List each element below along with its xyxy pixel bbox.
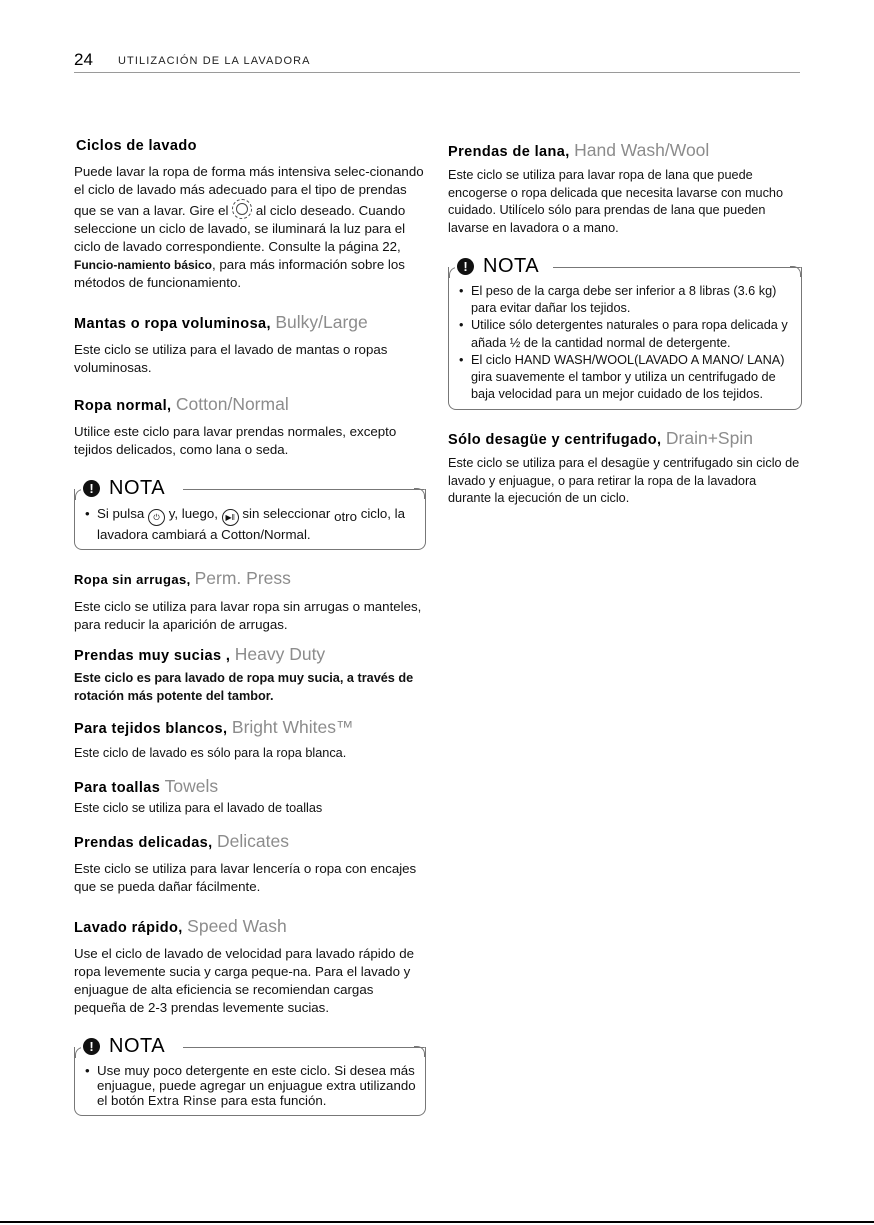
cycle-name: Perm. Press xyxy=(194,568,291,588)
cycle-name: Bright Whites™ xyxy=(231,717,354,737)
note-title: NOTA xyxy=(483,255,540,277)
heavy-heading: Prendas muy sucias , Heavy Duty xyxy=(74,644,326,664)
page-header xyxy=(74,52,800,73)
note-item: • El peso de la carga debe ser inferior a 8 libras (3.6 kg) para evitar dañar los tejidos. xyxy=(457,283,795,317)
towels-heading: Para toallas Towels xyxy=(74,776,219,796)
note-item: • Use muy poco detergente en este ciclo. Si desea más enjuague, puede agregar un enjuague extra utilizando el botón Extra Rinse para esta función. xyxy=(83,1063,419,1109)
towels-body: Este ciclo se utiliza para el lavado de toallas xyxy=(74,801,323,815)
delicates-heading: Prendas delicadas, Delicates xyxy=(74,831,289,851)
funcionamiento-ref: Funcio-namiento básico xyxy=(74,258,213,272)
cycle-name: Drain+Spin xyxy=(665,428,753,449)
cycle-dial-icon xyxy=(232,199,252,219)
note-box xyxy=(448,255,802,410)
note-box xyxy=(74,477,426,550)
exclamation-icon: ! xyxy=(83,480,100,497)
drain-body: Este ciclo se utiliza para el desagüe y centrifugado sin ciclo de lavado y enjuague, o para retirar la ropa de la lavadora durante la ejecución de un ciclo. xyxy=(448,456,800,506)
cycle-name: Towels xyxy=(164,776,219,796)
perm-body: Este ciclo se utiliza para lavar ropa sin arrugas o manteles, para reducir la aparición de arrugas. xyxy=(74,599,422,632)
exclamation-icon: ! xyxy=(457,258,474,275)
normal-body: Utilice este ciclo para lavar prendas normales, excepto tejidos delicados, como lana o seda. xyxy=(74,424,397,457)
bright-heading: Para tejidos blancos, Bright Whites™ xyxy=(74,717,354,737)
ciclos-heading: Ciclos de lavado xyxy=(76,138,197,154)
extra-rinse-label: Extra Rinse xyxy=(148,1094,218,1108)
cycle-name: Delicates xyxy=(217,831,289,851)
normal-heading: Ropa normal, Cotton/Normal xyxy=(74,394,289,414)
note-title: NOTA xyxy=(109,1035,166,1057)
page-number: 24 xyxy=(74,50,93,69)
note-item: • Utilice sólo detergentes naturales o para ropa delicada y añada ½ de la cantidad normal de detergente. xyxy=(457,317,795,351)
speed-body: Use el ciclo de lavado de velocidad para lavado rápido de ropa levemente sucia y carga peque-na. Para el lavado y enjuague de alta eficiencia se recomiendan cargas pequeña de 2-3 prendas levemente sucias. xyxy=(74,946,415,1015)
bulky-heading: Mantas o ropa voluminosa, Bulky/Large xyxy=(74,312,368,332)
bulky-body: Este ciclo se utiliza para el lavado de mantas o ropas voluminosas. xyxy=(74,342,388,375)
cycle-name: Bulky/Large xyxy=(275,312,368,332)
section-title: UTILIZACIÓN DE LA LAVADORA xyxy=(118,55,311,67)
start-pause-icon: ▶‖ xyxy=(222,509,239,526)
drain-heading: Sólo desagüe y centrifugado, Drain+Spin xyxy=(448,428,753,449)
exclamation-icon: ! xyxy=(83,1038,100,1055)
bottom-rule xyxy=(0,1221,874,1223)
cycle-name: Heavy Duty xyxy=(234,644,326,664)
right-column xyxy=(448,140,802,508)
wool-body: Este ciclo se utiliza para lavar ropa de lana que puede encogerse o ropa delicada que necesita lavarse con mucho cuidado. Utilícelo sólo para prendas de lana que pueden lavarse en lavadora o a mano. xyxy=(448,168,784,235)
power-button-icon: ⏻ xyxy=(148,509,165,526)
delicates-body: Este ciclo se utiliza para lavar lencería o ropa con encajes que se pueda dañar fácilmente. xyxy=(74,861,417,894)
cycle-name: Hand Wash/Wool xyxy=(574,140,710,160)
perm-heading: Ropa sin arrugas, Perm. Press xyxy=(74,568,291,588)
note-item: • El ciclo HAND WASH/WOOL(LAVADO A MANO/ LANA) gira suavemente el tambor y utiliza un centrifugado de baja velocidad para un mejor cuidado de los tejidos. xyxy=(457,352,795,404)
bright-body: Este ciclo de lavado es sólo para la ropa blanca. xyxy=(74,746,347,760)
note-title: NOTA xyxy=(109,477,166,499)
note-box xyxy=(74,1035,426,1116)
left-column xyxy=(74,138,426,1116)
speed-heading: Lavado rápido, Speed Wash xyxy=(74,916,287,936)
ciclos-body: Puede lavar la ropa de forma más intensiva selec-cionando el ciclo de lavado más adecuado para el tipo de prendas que se van a lavar. Gire el al ciclo deseado. Cuando seleccione un ciclo de lavado, se iluminará la luz para el ciclo de lavado correspondiente. Consulte la página 22, Funcio-namiento básico, para más información sobre los métodos de funcionamiento. xyxy=(74,164,424,290)
note-item: • Si pulsa ⏻ y, luego, ▶‖ sin seleccionar otro ciclo, la lavadora cambiará a Cotton/Normal. xyxy=(83,505,419,543)
wool-heading: Prendas de lana, Hand Wash/Wool xyxy=(448,140,710,160)
heavy-body: Este ciclo es para lavado de ropa muy sucia, a través de rotación más potente del tambor. xyxy=(74,671,414,703)
cycle-name: Cotton/Normal xyxy=(175,394,289,414)
cycle-name: Speed Wash xyxy=(187,916,287,936)
